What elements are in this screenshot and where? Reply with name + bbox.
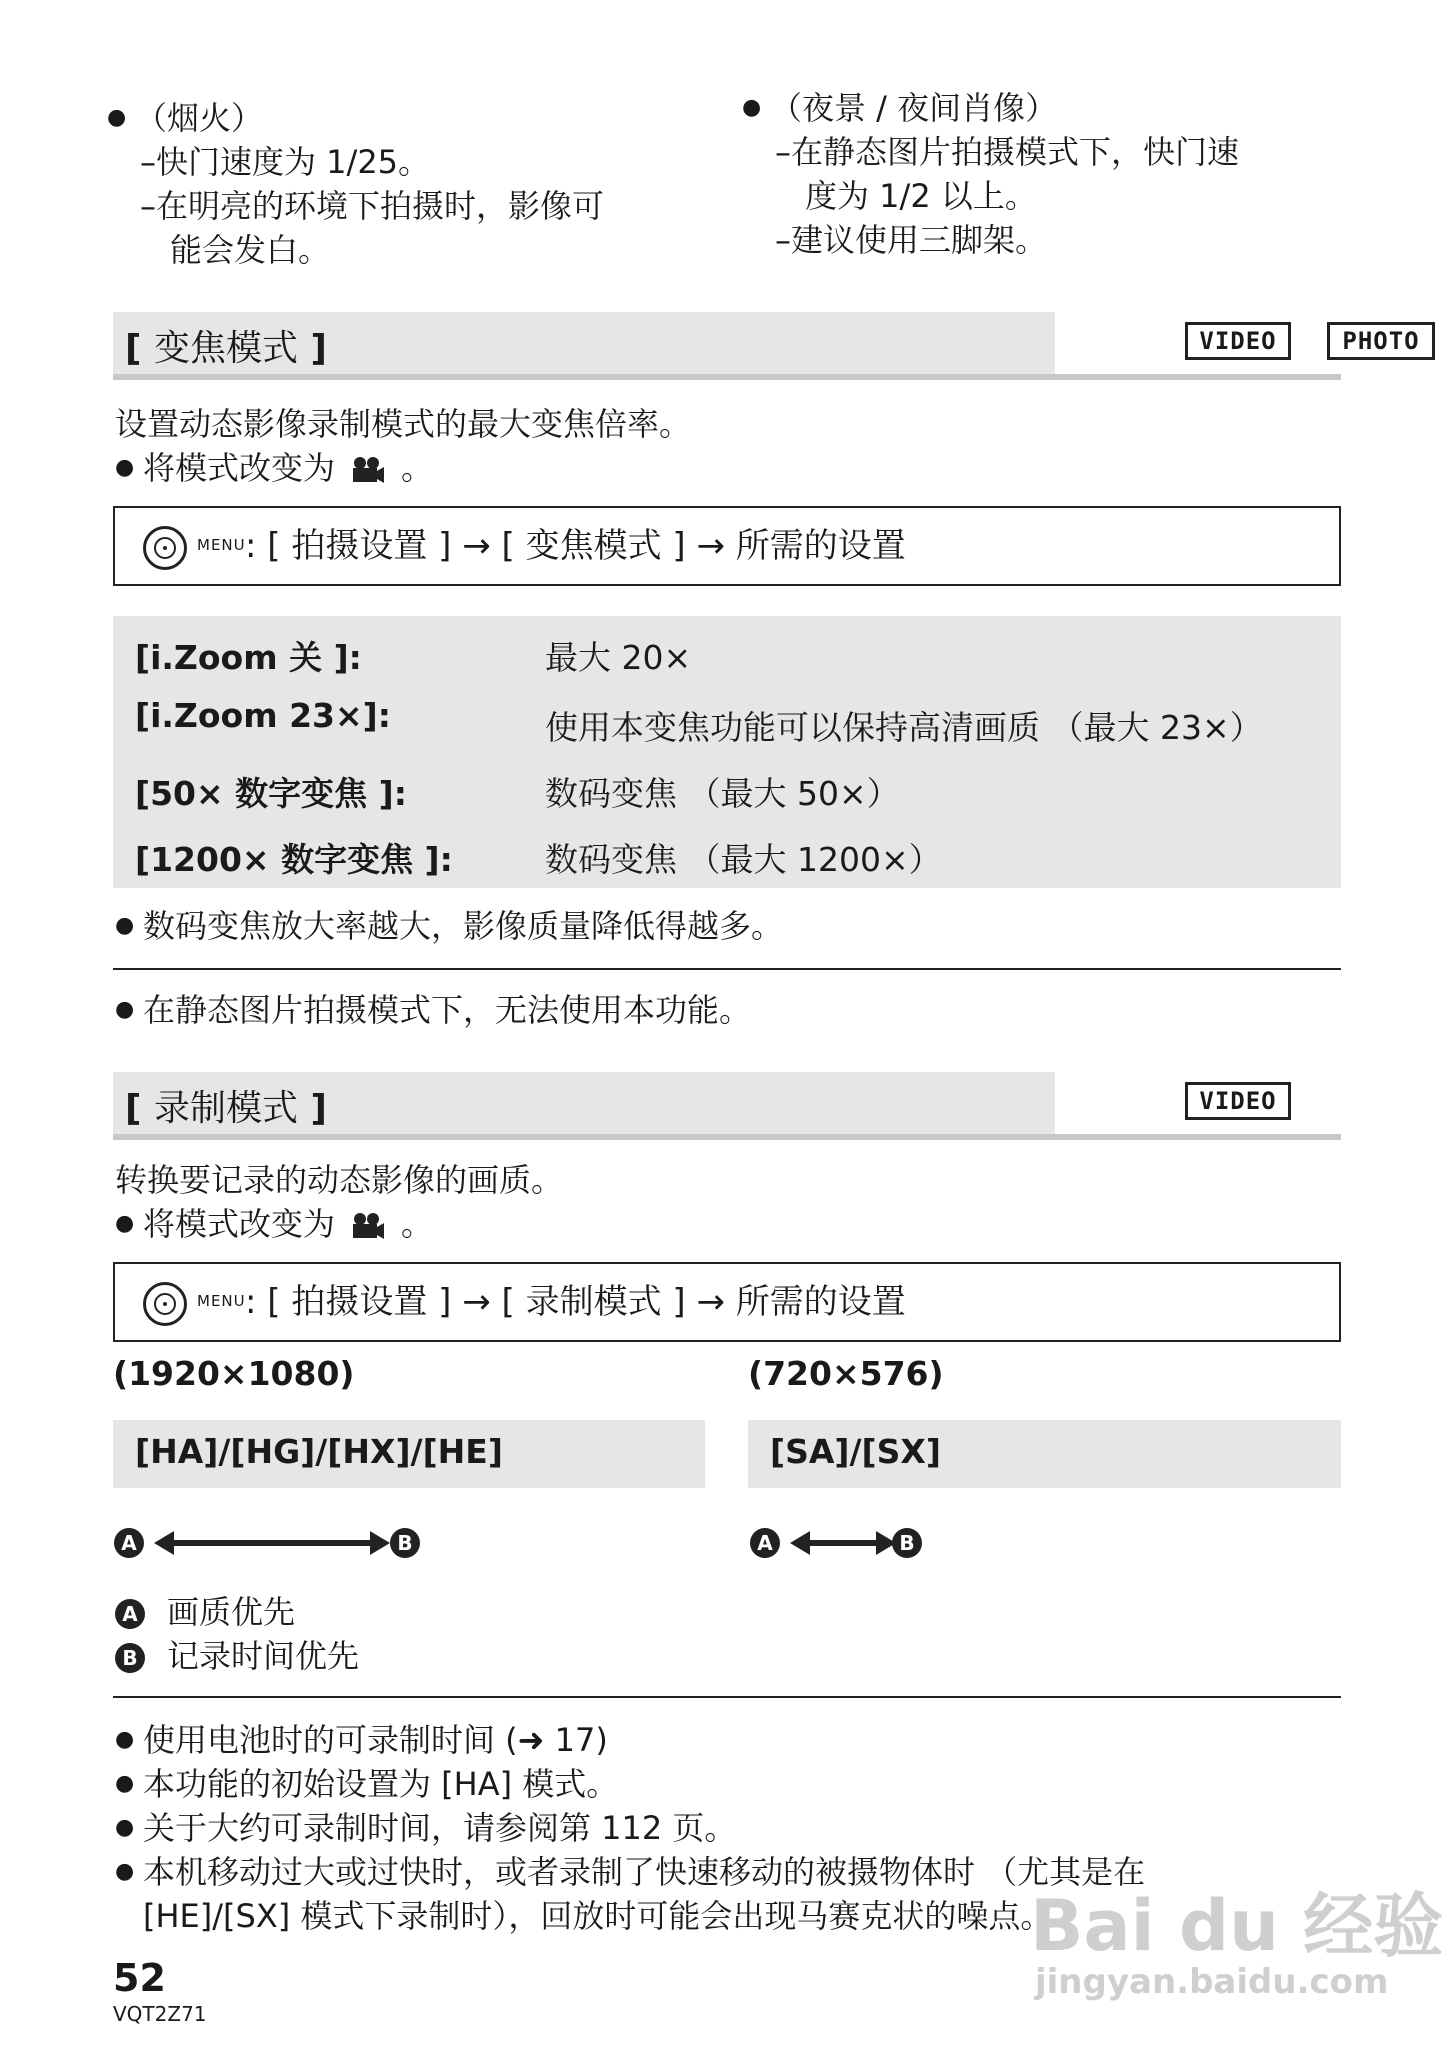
marker-b: B — [390, 1528, 420, 1558]
res-right: (720×576) — [748, 1354, 944, 1393]
zoom-option-key: [i.Zoom 关 ]: — [135, 638, 362, 677]
watermark-url: jingyan.baidu.com — [1035, 1962, 1389, 2002]
menu-label: MENU — [197, 536, 246, 554]
video-camera-icon — [351, 1212, 385, 1240]
rec-section-header — [113, 1072, 1341, 1140]
rec-note-continued: [HE]/[SX] 模式下录制时），回放时可能会出现马赛克状的噪点。 — [143, 1897, 1053, 1935]
rec-description: 转换要记录的动态影像的画质。 — [115, 1161, 564, 1199]
page-number: 52 — [113, 1956, 166, 2000]
legend-b: B 记录时间优先 — [115, 1634, 359, 1678]
rec-menu-path-box — [113, 1262, 1341, 1342]
rec-mode-instruction: ● 将模式改变为 。 — [143, 1202, 433, 1246]
night-heading: ● （夜景 / 夜间肖像） — [770, 86, 1057, 130]
fireworks-line-1: –快门速度为 1/25。 — [140, 143, 431, 181]
photo-tag: PHOTO — [1327, 322, 1435, 360]
modes-left-box — [113, 1420, 705, 1488]
zoom-menu-path: : [ 拍摄设置 ] → [ 变焦模式 ] → 所需的设置 — [245, 526, 906, 566]
rec-section-title: [ 录制模式 ] — [125, 1088, 328, 1129]
rec-note: ● 本机移动过大或过快时，或者录制了快速移动的被摄物体时 （尤其是在 — [143, 1850, 1145, 1894]
zoom-tags — [1055, 312, 1420, 374]
video-tag: VIDEO — [1185, 1082, 1291, 1120]
zoom-option-value: 数码变焦 （最大 50×） — [545, 774, 900, 813]
marker-b: B — [892, 1528, 922, 1558]
rec-menu-path: : [ 拍摄设置 ] → [ 录制模式 ] → 所需的设置 — [245, 1282, 906, 1322]
divider — [113, 1696, 1341, 1698]
zoom-section-header — [113, 312, 1420, 380]
rec-note: ● 本功能的初始设置为 [HA] 模式。 — [143, 1762, 618, 1806]
quality-time-arrow — [172, 1540, 372, 1546]
legend-a: A 画质优先 — [115, 1590, 295, 1634]
night-line-2: 度为 1/2 以上。 — [805, 177, 1037, 215]
zoom-options-table — [113, 616, 1341, 888]
res-left: (1920×1080) — [113, 1354, 355, 1393]
zoom-option-value: 最大 20× — [545, 638, 692, 677]
zoom-option-key: [50× 数字变焦 ]: — [135, 774, 407, 813]
zoom-note-1: ● 数码变焦放大率越大，影像质量降低得越多。 — [143, 904, 783, 948]
video-camera-icon — [351, 456, 385, 484]
fireworks-heading: ● （烟火） — [135, 96, 263, 140]
quality-time-arrow — [808, 1540, 878, 1546]
zoom-menu-path-box — [113, 506, 1341, 586]
menu-label: MENU — [197, 1292, 246, 1310]
fireworks-line-3: 能会发白。 — [170, 231, 331, 269]
night-line-1: –在静态图片拍摄模式下，快门速 — [775, 133, 1240, 171]
rec-note: ● 使用电池时的可录制时间 (➜ 17) — [143, 1718, 608, 1762]
modes-right-box — [748, 1420, 1341, 1488]
marker-a: A — [750, 1528, 780, 1558]
doc-code: VQT2Z71 — [113, 2002, 207, 2026]
fireworks-line-2: –在明亮的环境下拍摄时，影像可 — [140, 187, 605, 225]
rec-tags — [1055, 1072, 1341, 1134]
zoom-option-value: 数码变焦 （最大 1200×） — [545, 840, 942, 879]
zoom-option-value: 使用本变焦功能可以保持高清画质 （最大 23×） — [545, 708, 1263, 747]
menu-dial-icon[interactable] — [143, 526, 187, 570]
zoom-note-2: ● 在静态图片拍摄模式下，无法使用本功能。 — [143, 988, 751, 1032]
modes-left: [HA]/[HG]/[HX]/[HE] — [135, 1432, 503, 1471]
zoom-section-title: [ 变焦模式 ] — [125, 328, 328, 369]
zoom-mode-instruction: ● 将模式改变为 。 — [143, 446, 433, 490]
zoom-option-key: [1200× 数字变焦 ]: — [135, 840, 453, 879]
video-tag: VIDEO — [1185, 322, 1291, 360]
modes-right: [SA]/[SX] — [770, 1432, 941, 1471]
zoom-description: 设置动态影像录制模式的最大变焦倍率。 — [115, 405, 692, 443]
rec-note: ● 关于大约可录制时间，请参阅第 112 页。 — [143, 1806, 736, 1850]
menu-dial-icon[interactable] — [143, 1282, 187, 1326]
watermark-brand: Bai du 经验 — [1030, 1885, 1444, 1967]
marker-a: A — [114, 1528, 144, 1558]
zoom-option-key: [i.Zoom 23×]: — [135, 696, 391, 735]
divider — [113, 968, 1341, 970]
night-line-3: –建议使用三脚架。 — [775, 221, 1048, 259]
